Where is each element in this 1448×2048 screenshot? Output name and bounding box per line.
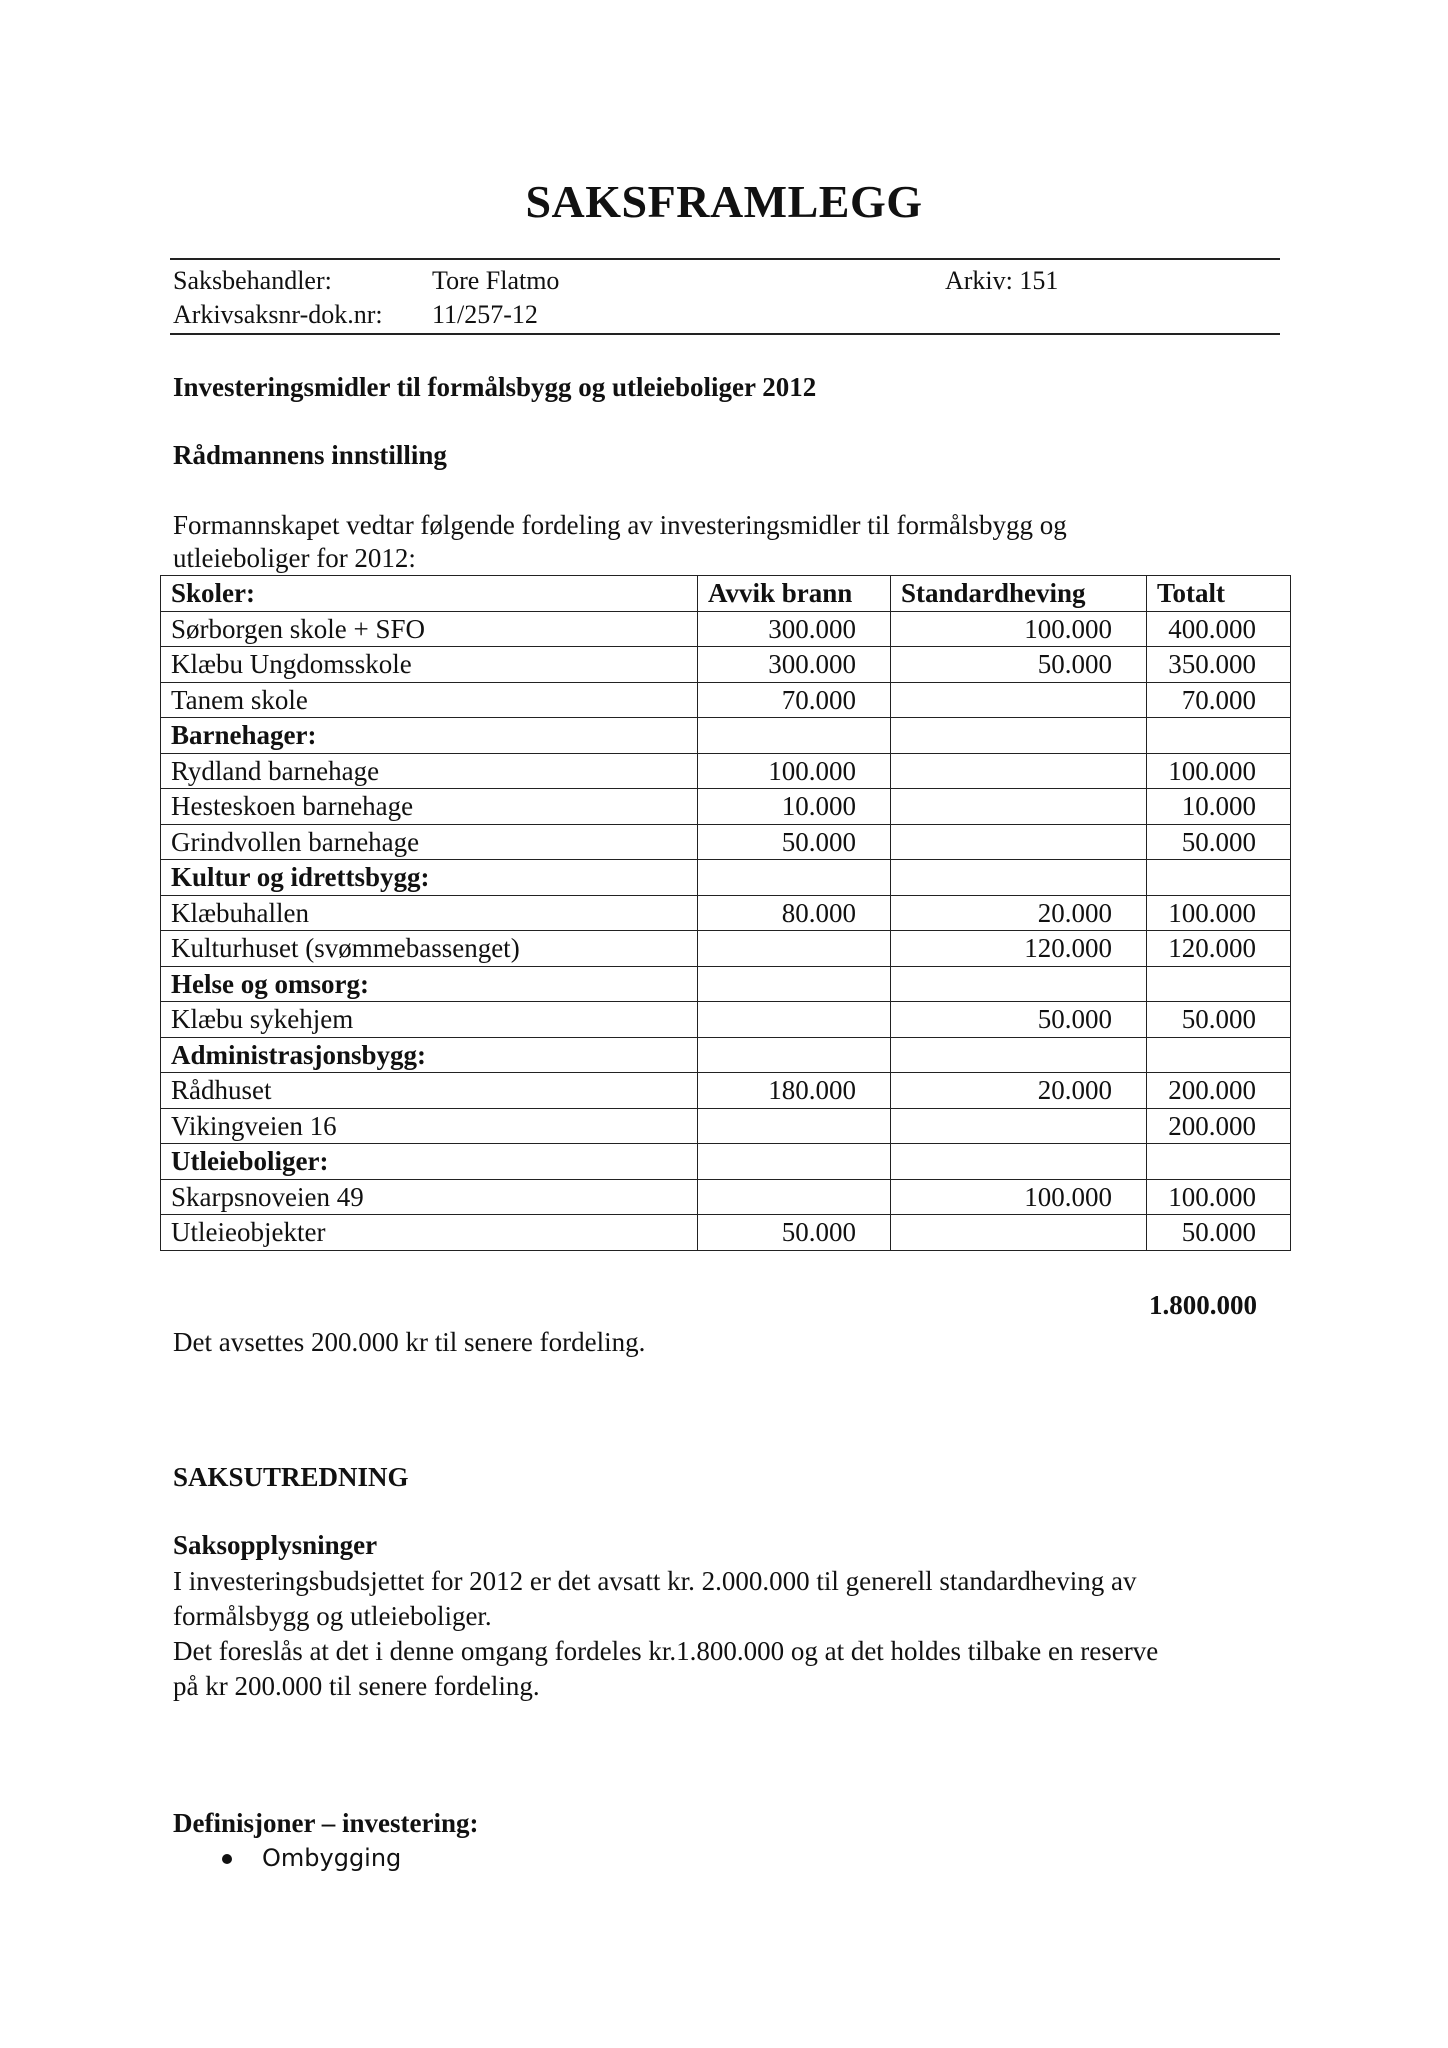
- reserve-note: Det avsettes 200.000 kr til senere fordeling.: [173, 1327, 646, 1357]
- table-row: [161, 647, 1291, 683]
- saksopplysninger-line-4: på kr 200.000 til senere fordeling.: [173, 1671, 540, 1701]
- intro-line-1: Formannskapet vedtar følgende fordeling av investeringsmidler til formålsbygg og: [173, 510, 1067, 540]
- cell-category: Vikingveien 16: [161, 1108, 698, 1144]
- bullet-icon: [222, 1854, 232, 1864]
- investment-table: [160, 575, 1291, 1251]
- investment-table-body: [161, 576, 1291, 1251]
- cell-avvik-brann: [698, 966, 891, 1002]
- cell-category: Sørborgen skole + SFO: [161, 611, 698, 647]
- cell-standardheving: [891, 824, 1147, 860]
- cell-totalt: 10.000: [1147, 789, 1291, 825]
- arkiv-number: Arkiv: 151: [945, 266, 1059, 295]
- cell-totalt: 50.000: [1147, 824, 1291, 860]
- cell-avvik-brann: 50.000: [698, 824, 891, 860]
- cell-category: Utleieboliger:: [161, 1144, 698, 1180]
- saksbehandler-label: Saksbehandler:: [173, 266, 332, 295]
- definitions-heading: Definisjoner – investering:: [173, 1808, 479, 1838]
- table-row: [161, 1108, 1291, 1144]
- cell-standardheving: [891, 718, 1147, 754]
- cell-avvik-brann: [698, 931, 891, 967]
- cell-avvik-brann: 10.000: [698, 789, 891, 825]
- saksopplysninger-heading: Saksopplysninger: [173, 1530, 378, 1560]
- table-section-row: [161, 860, 1291, 896]
- cell-totalt: [1147, 966, 1291, 1002]
- header-top-rule: [170, 258, 1280, 260]
- table-row: [161, 824, 1291, 860]
- definitions-list: [222, 1844, 401, 1872]
- cell-avvik-brann: [698, 1108, 891, 1144]
- header-standardheving: Standardheving: [891, 576, 1147, 612]
- cell-totalt: [1147, 860, 1291, 896]
- cell-standardheving: 100.000: [891, 1179, 1147, 1215]
- cell-avvik-brann: [698, 860, 891, 896]
- cell-category: Rydland barnehage: [161, 753, 698, 789]
- cell-category: Tanem skole: [161, 682, 698, 718]
- cell-category: Barnehager:: [161, 718, 698, 754]
- cell-category: Klæbu Ungdomsskole: [161, 647, 698, 683]
- grand-total: 1.800.000: [1149, 1290, 1257, 1320]
- cell-totalt: 200.000: [1147, 1108, 1291, 1144]
- table-row: [161, 611, 1291, 647]
- cell-category: Klæbu sykehjem: [161, 1002, 698, 1038]
- saksopplysninger-line-1: I investeringsbudsjettet for 2012 er det avsatt kr. 2.000.000 til generell standardheving av: [173, 1566, 1137, 1596]
- header-avvik-brann: Avvik brann: [698, 576, 891, 612]
- table-section-row: [161, 1144, 1291, 1180]
- cell-totalt: 100.000: [1147, 895, 1291, 931]
- cell-avvik-brann: 70.000: [698, 682, 891, 718]
- saksopplysninger-line-2: formålsbygg og utleieboliger.: [173, 1601, 492, 1631]
- table-row: [161, 895, 1291, 931]
- saksopplysninger-line-3: Det foreslås at det i denne omgang fordeles kr.1.800.000 og at det holdes tilbake en reserve: [173, 1636, 1159, 1666]
- cell-category: Kultur og idrettsbygg:: [161, 860, 698, 896]
- arkivsaksnr-value: 11/257-12: [432, 300, 538, 329]
- cell-totalt: 120.000: [1147, 931, 1291, 967]
- cell-category: Kulturhuset (svømmebassenget): [161, 931, 698, 967]
- cell-category: Hesteskoen barnehage: [161, 789, 698, 825]
- table-row: [161, 1179, 1291, 1215]
- cell-totalt: [1147, 718, 1291, 754]
- cell-totalt: 70.000: [1147, 682, 1291, 718]
- cell-standardheving: 100.000: [891, 611, 1147, 647]
- cell-avvik-brann: 300.000: [698, 647, 891, 683]
- cell-category: Utleieobjekter: [161, 1215, 698, 1251]
- cell-standardheving: [891, 860, 1147, 896]
- table-row: [161, 931, 1291, 967]
- cell-standardheving: [891, 966, 1147, 1002]
- table-row: [161, 1215, 1291, 1251]
- cell-totalt: 100.000: [1147, 753, 1291, 789]
- cell-totalt: 350.000: [1147, 647, 1291, 683]
- table-row: [161, 682, 1291, 718]
- table-row: [161, 789, 1291, 825]
- cell-category: Grindvollen barnehage: [161, 824, 698, 860]
- case-heading: Investeringsmidler til formålsbygg og utleieboliger 2012: [173, 372, 817, 402]
- cell-avvik-brann: 50.000: [698, 1215, 891, 1251]
- table-row: [161, 1073, 1291, 1109]
- list-item: [222, 1844, 401, 1872]
- table-section-row: [161, 966, 1291, 1002]
- cell-category: Klæbuhallen: [161, 895, 698, 931]
- cell-standardheving: [891, 682, 1147, 718]
- cell-avvik-brann: [698, 1037, 891, 1073]
- cell-standardheving: [891, 1215, 1147, 1251]
- table-section-row: [161, 718, 1291, 754]
- table-section-row: [161, 1037, 1291, 1073]
- cell-totalt: 400.000: [1147, 611, 1291, 647]
- intro-line-2: utleieboliger for 2012:: [173, 543, 416, 573]
- saksutredning-heading: SAKSUTREDNING: [173, 1462, 409, 1492]
- cell-totalt: [1147, 1037, 1291, 1073]
- cell-totalt: [1147, 1144, 1291, 1180]
- cell-standardheving: 50.000: [891, 647, 1147, 683]
- cell-avvik-brann: [698, 718, 891, 754]
- cell-standardheving: 120.000: [891, 931, 1147, 967]
- definition-item-label: Ombygging: [262, 1844, 402, 1872]
- cell-standardheving: [891, 753, 1147, 789]
- cell-category: Skarpsnoveien 49: [161, 1179, 698, 1215]
- header-category: Skoler:: [161, 576, 698, 612]
- cell-standardheving: [891, 789, 1147, 825]
- cell-avvik-brann: 80.000: [698, 895, 891, 931]
- cell-totalt: 200.000: [1147, 1073, 1291, 1109]
- cell-totalt: 50.000: [1147, 1215, 1291, 1251]
- page-title: SAKSFRAMLEGG: [525, 176, 923, 227]
- cell-standardheving: 20.000: [891, 1073, 1147, 1109]
- cell-totalt: 50.000: [1147, 1002, 1291, 1038]
- cell-standardheving: [891, 1037, 1147, 1073]
- recommendation-heading: Rådmannens innstilling: [173, 440, 447, 470]
- header-totalt: Totalt: [1147, 576, 1291, 612]
- cell-standardheving: [891, 1108, 1147, 1144]
- cell-category: Rådhuset: [161, 1073, 698, 1109]
- cell-standardheving: [891, 1144, 1147, 1180]
- cell-avvik-brann: [698, 1179, 891, 1215]
- cell-standardheving: 20.000: [891, 895, 1147, 931]
- cell-avvik-brann: 100.000: [698, 753, 891, 789]
- header-bottom-rule: [170, 333, 1280, 335]
- saksbehandler-value: Tore Flatmo: [432, 266, 560, 295]
- cell-avvik-brann: [698, 1002, 891, 1038]
- cell-avvik-brann: [698, 1144, 891, 1180]
- cell-standardheving: 50.000: [891, 1002, 1147, 1038]
- arkivsaksnr-label: Arkivsaksnr-dok.nr:: [173, 300, 383, 329]
- cell-avvik-brann: 300.000: [698, 611, 891, 647]
- cell-category: Administrasjonsbygg:: [161, 1037, 698, 1073]
- table-header-row: [161, 576, 1291, 612]
- cell-category: Helse og omsorg:: [161, 966, 698, 1002]
- cell-avvik-brann: 180.000: [698, 1073, 891, 1109]
- cell-totalt: 100.000: [1147, 1179, 1291, 1215]
- table-row: [161, 1002, 1291, 1038]
- table-row: [161, 753, 1291, 789]
